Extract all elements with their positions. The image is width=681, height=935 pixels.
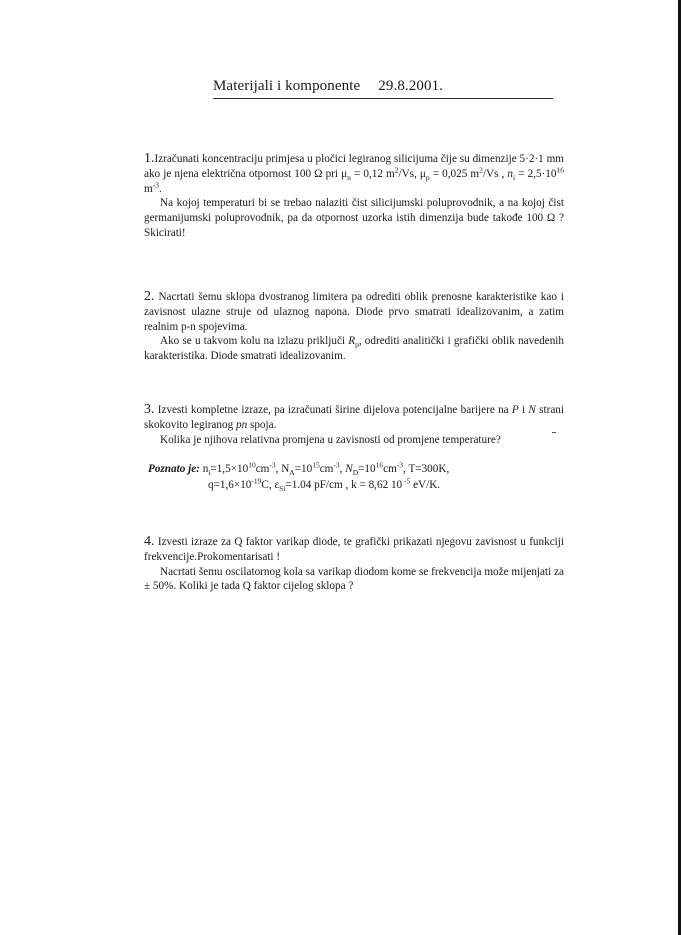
task-1-paragraph-2: Na kojoj temperaturi bi se trebao nalaziti čist silicijumski poluprovodnik, a na kojoj čist germanijumski poluprovodnik, pa da otpornost uzorka istih dimenzija bude takođe 100 Ω ? Skicirati! bbox=[144, 197, 564, 239]
given-label: Poznato je: bbox=[148, 463, 200, 475]
course-title: Materijali i komponente bbox=[213, 78, 361, 94]
task-1-paragraph-1: 1.Izračunati koncentraciju primjesa u pločici legiranog silicijuma čije su dimenzije 5·2·1 mm ako je njena električna otpornost 100 Ω pri $\mu_n = 0,12$ $m^2/Vs$, $\mu_p = 0,025$ $m^2/Vs$ , $n_i = 2,5\cdot 10^{16}$ $m^{-3}$. bbox=[144, 151, 564, 195]
task-4-paragraph-2: Nacrtati šemu oscilatornog kola sa varikap diodom kome se frekvencija može mijenjati za ± 50%. Koliki je tada Q faktor cijelog sklopa ? bbox=[144, 565, 564, 593]
given-line-1: Poznato je: $n_i=1,5\times 10^{10}cm^{-3}$, $N_A=10^{15}cm^{-3}$, $N_D=10^{16}cm^{-3}$, T=300K, bbox=[148, 460, 450, 478]
task-3-number: 3. bbox=[144, 402, 155, 417]
task-2-paragraph-2: Ako se u takvom kolu na izlazu priključi $R_p$, odrediti analitički i grafički oblik navedenih karakteristika. Diode smatrati idealizovanim. bbox=[144, 335, 564, 363]
task-4-paragraph-1: 4. Izvesti izraze za Q faktor varikap diode, te grafički prikazati njegovu zavisnost u funkciji frekvencije.Prokomentarisati ! bbox=[144, 534, 564, 563]
given-values bbox=[148, 461, 568, 493]
task-4-number: 4. bbox=[144, 534, 155, 549]
task-4 bbox=[144, 535, 564, 594]
task-1-number: 1. bbox=[144, 151, 155, 166]
task-2 bbox=[144, 290, 564, 364]
given-line-2: $q=1,6\times 10^{-19}C$, $\varepsilon_{Si}=1.04$ pF/cm , k = 8,62 10 $^{-5}$ eV/K. bbox=[208, 476, 441, 494]
task-2-number: 2. bbox=[144, 289, 155, 304]
task-3 bbox=[144, 403, 564, 447]
task-2-paragraph-1: 2. Nacrtati šemu sklopa dvostranog limitera pa odrediti oblik prenosne karakteristike kao i zavisnost ulazne struje od ulaznog napona. Diode prvo smatrati idealizovanim, a zatim realnim p-n spojevima. bbox=[144, 289, 564, 333]
scan-mark bbox=[552, 432, 556, 433]
task-3-paragraph-2: Kolika je njihova relativna promjena u zavisnosti od promjene temperature? bbox=[160, 433, 501, 446]
page-header bbox=[213, 78, 553, 99]
task-1 bbox=[144, 152, 564, 241]
task-3-paragraph-1: 3. Izvesti kompletne izraze, pa izračunati širine dijelova potencijalne barijere na P i N strani skokovito legiranog pn spoja. bbox=[144, 402, 565, 431]
exam-date: 29.8.2001. bbox=[378, 78, 444, 94]
